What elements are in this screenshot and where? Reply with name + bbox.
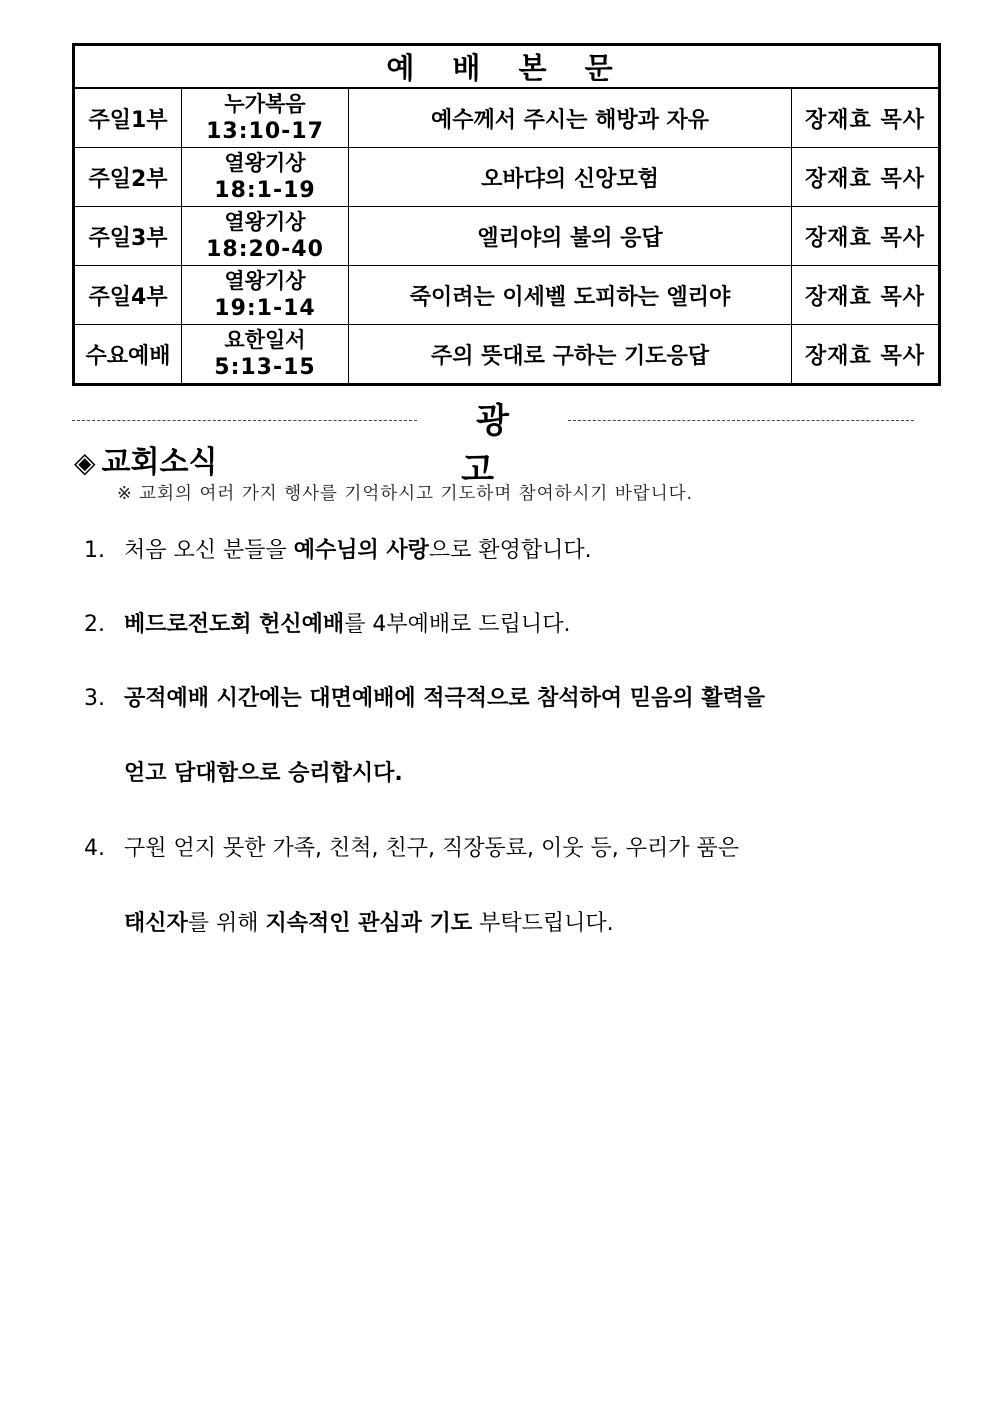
scripture-book: 요한일서 (224, 328, 306, 352)
preacher: 장재효 목사 (792, 207, 940, 266)
scripture-ref: 5:13-15 (214, 355, 316, 380)
item-emphasis: 얻고 담대함으로 승리합시다. (124, 761, 403, 786)
divider (72, 420, 417, 421)
scripture-book: 열왕기상 (224, 210, 306, 234)
church-news-label: 교회소식 (101, 445, 218, 480)
scripture-book: 열왕기상 (224, 269, 306, 293)
scripture (182, 266, 349, 325)
item-text: 으로 환영합니다. (428, 538, 592, 563)
sermon-title: 예수께서 주시는 해방과 자유 (349, 88, 792, 148)
announcements-title: 광 고 (461, 401, 539, 490)
item-number: 1. (84, 538, 105, 563)
item-text: 를 위해 (187, 911, 266, 936)
service-name: 수요예배 (74, 325, 182, 385)
announcement-item-3-line-2 (124, 756, 403, 787)
scripture-ref: 13:10-17 (206, 119, 324, 144)
table-row (74, 148, 940, 207)
item-text: 처음 오신 분들을 (124, 538, 294, 563)
scripture (182, 207, 349, 266)
service-name: 주일4부 (74, 266, 182, 325)
sermon-title: 주의 뜻대로 구하는 기도응답 (349, 325, 792, 385)
sermon-title: 죽이려는 이세벨 도피하는 엘리야 (349, 266, 792, 325)
scripture-book: 누가복음 (224, 92, 306, 116)
item-emphasis: 에 적극적으로 참석하여 믿음의 활력을 (394, 686, 766, 711)
table-row (74, 266, 940, 325)
preacher: 장재효 목사 (792, 325, 940, 385)
preacher: 장재효 목사 (792, 148, 940, 207)
item-emphasis: 베드로전도회 헌신예배 (124, 612, 345, 637)
divider (568, 420, 914, 421)
item-number: 2. (84, 612, 105, 637)
preacher: 장재효 목사 (792, 266, 940, 325)
service-name: 주일3부 (74, 207, 182, 266)
diamond-icon: ◈ (74, 446, 96, 479)
announcement-item-4 (84, 831, 739, 862)
service-name: 주일1부 (74, 88, 182, 148)
item-number: 3. (84, 686, 105, 711)
announcement-item-1 (84, 533, 592, 564)
item-text: 부탁드립니다. (472, 911, 614, 936)
item-emphasis: 태신자 (124, 911, 188, 936)
sermon-title: 오바댜의 신앙모험 (349, 148, 792, 207)
item-number: 4. (84, 836, 105, 861)
table-row (74, 207, 940, 266)
sermon-schedule-table (72, 43, 941, 386)
item-emphasis: 지속적인 관심과 기도 (265, 911, 473, 936)
scripture (182, 148, 349, 207)
item-emphasis: 예수님의 사랑 (293, 538, 429, 563)
schedule-title: 예 배 본 문 (74, 45, 940, 89)
scripture (182, 88, 349, 148)
item-text: 구원 얻지 못한 가족, 친척, 친구, 직장동료, 이웃 등, 우리가 품은 (124, 836, 739, 861)
announcement-item-4-line-2 (124, 906, 614, 937)
service-name: 주일2부 (74, 148, 182, 207)
preacher: 장재효 목사 (792, 88, 940, 148)
table-row (74, 88, 940, 148)
scripture-book: 열왕기상 (224, 151, 306, 175)
scripture-ref: 18:20-40 (206, 237, 324, 262)
announcement-item-2 (84, 607, 570, 638)
scripture-ref: 18:1-19 (214, 178, 316, 203)
item-emphasis: 공적예배 시간에는 대면예배 (124, 686, 395, 711)
table-row (74, 325, 940, 385)
item-text: 를 4부예배로 드립니다. (344, 612, 571, 637)
scripture-ref: 19:1-14 (214, 296, 316, 321)
sermon-title: 엘리야의 불의 응답 (349, 207, 792, 266)
announcement-item-3 (84, 681, 765, 712)
church-news-heading (74, 437, 217, 481)
church-news-note: ※ 교회의 여러 가지 행사를 기억하시고 기도하며 참여하시기 바랍니다. (117, 484, 694, 504)
scripture (182, 325, 349, 385)
